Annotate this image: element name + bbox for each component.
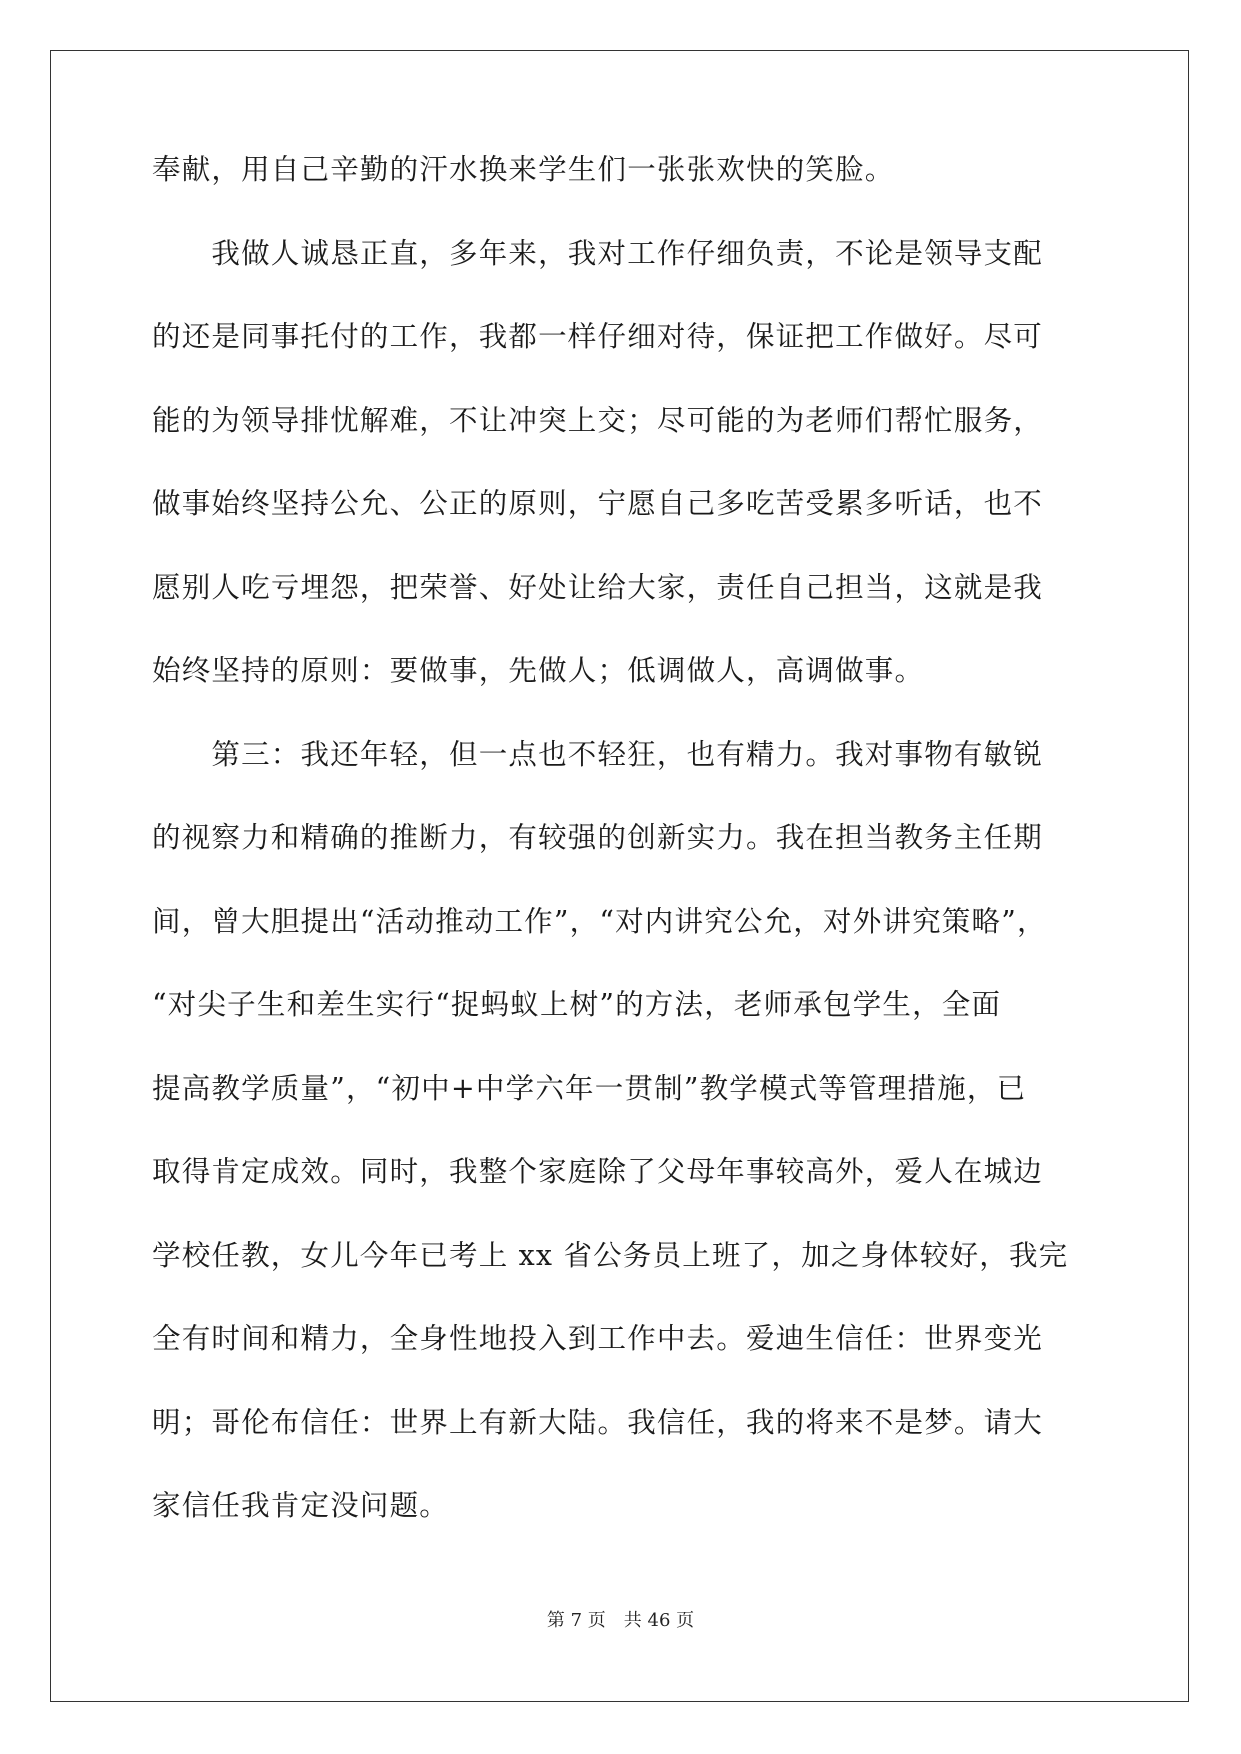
text-line-content: 提高教学质量”，“初中+中学六年一贯制”教学模式等管理措施，已 [152,1071,1027,1105]
page-total: 共 46 页 [623,1610,695,1631]
text-line [152,1322,1092,1413]
document-body [152,153,1092,1580]
page-footer [0,1606,1241,1632]
text-line [152,988,1092,1079]
text-line-content: 能的为领导排忧解难，不让冲突上交；尽可能的为老师们帮忙服务， [152,403,1044,437]
text-line [152,821,1092,912]
body-text [152,153,1092,1580]
text-line [152,1155,1092,1246]
text-line [152,904,1092,996]
text-line [152,737,1092,829]
text-line-content: 间，曾大胆提出“活动推动工作”，“对内讲究公允，对外讲究策略”， [152,904,1047,938]
page-number: 第 7 页 [546,1610,606,1631]
text-line [152,1489,1092,1580]
text-line-content: 做事始终坚持公允、公正的原则，宁愿自己多吃苦受累多听话，也不 [152,487,1044,520]
text-line [152,1071,1092,1163]
text-line-content: 全有时间和精力，全身性地投入到工作中去。爱迪生信任：世界变光 [152,1322,1044,1355]
text-line [152,487,1092,578]
text-line [152,320,1092,411]
text-line-content: 的还是同事托付的工作，我都一样仔细对待，保证把工作做好。尽可 [152,320,1044,353]
text-line-content: 我做人诚恳正直，多年来，我对工作仔细负责，不论是领导支配 [152,236,1044,270]
text-line [152,1238,1092,1330]
text-line-content: 的视察力和精确的推断力，有较强的创新实力。我在担当教务主任期 [152,821,1044,854]
text-line-content: 愿别人吃亏埋怨，把荣誉、好处让给大家，责任自己担当，这就是我 [152,570,1044,604]
text-line [152,236,1092,328]
text-line [152,1405,1092,1497]
text-line [152,403,1092,495]
text-line-content: 第三：我还年轻，但一点也不轻狂，也有精力。我对事物有敏锐 [152,737,1044,771]
text-line-content: 始终坚持的原则：要做事，先做人；低调做人，高调做事。 [152,654,925,687]
text-line-content: 奉献，用自己辛勤的汗水换来学生们一张张欢快的笑脸。 [152,153,895,186]
text-line-content: 明；哥伦布信任：世界上有新大陆。我信任，我的将来不是梦。请大 [152,1405,1044,1439]
text-line-content: 学校任教，女儿今年已考上 xx 省公务员上班了，加之身体较好，我完 [152,1238,1069,1272]
text-line [152,570,1092,662]
text-line-content: “对尖子生和差生实行“捉蚂蚁上树”的方法，老师承包学生，全面 [152,988,1002,1021]
text-line [152,153,1092,244]
text-line-content: 取得肯定成效。同时，我整个家庭除了父母年事较高外，爱人在城边 [152,1155,1044,1188]
text-line-content: 家信任我肯定没问题。 [152,1489,450,1522]
text-line [152,654,1092,745]
